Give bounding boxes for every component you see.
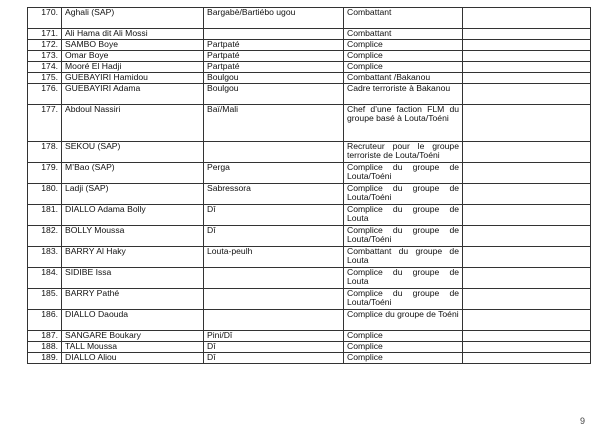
notes-cell <box>463 40 591 51</box>
person-location: Boulgou <box>204 84 344 105</box>
notes-cell <box>463 105 591 142</box>
row-number: 172. <box>28 40 62 51</box>
person-location: Dî <box>204 205 344 226</box>
person-location: Pini/Dî <box>204 331 344 342</box>
person-name: GUEBAYIRI Hamidou <box>62 73 204 84</box>
row-number: 186. <box>28 310 62 331</box>
table-row <box>28 105 591 142</box>
table-row <box>28 29 591 40</box>
table-row <box>28 8 591 29</box>
person-role: Combattant du groupe de Louta <box>344 247 463 268</box>
person-role: Complice du groupe de Louta <box>344 268 463 289</box>
notes-cell <box>463 247 591 268</box>
row-number: 176. <box>28 84 62 105</box>
table-row <box>28 247 591 268</box>
person-name: TALL Moussa <box>62 342 204 353</box>
notes-cell <box>463 73 591 84</box>
row-number: 183. <box>28 247 62 268</box>
row-number: 185. <box>28 289 62 310</box>
person-name: SANGARE Boukary <box>62 331 204 342</box>
notes-cell <box>463 289 591 310</box>
notes-cell <box>463 163 591 184</box>
person-name: Abdoul Nassiri <box>62 105 204 142</box>
person-role: Chef d’une faction FLM du groupe basé à Louta/Toéni <box>344 105 463 142</box>
person-name: SAMBO Boye <box>62 40 204 51</box>
person-name: SIDIBE Issa <box>62 268 204 289</box>
row-number: 189. <box>28 353 62 364</box>
person-location: Sabressora <box>204 184 344 205</box>
row-number: 178. <box>28 142 62 163</box>
table-row <box>28 84 591 105</box>
person-location: Partpaté <box>204 40 344 51</box>
table-row <box>28 310 591 331</box>
table-row <box>28 205 591 226</box>
row-number: 181. <box>28 205 62 226</box>
row-number: 174. <box>28 62 62 73</box>
person-role: Complice <box>344 62 463 73</box>
row-number: 177. <box>28 105 62 142</box>
table-row <box>28 163 591 184</box>
person-location: Baï/Mali <box>204 105 344 142</box>
notes-cell <box>463 62 591 73</box>
table-body <box>28 8 591 364</box>
person-role: Complice <box>344 51 463 62</box>
row-number: 173. <box>28 51 62 62</box>
person-location: Boulgou <box>204 73 344 84</box>
table-row <box>28 40 591 51</box>
person-location: Dî <box>204 226 344 247</box>
person-role: Complice du groupe de Louta <box>344 205 463 226</box>
person-location: Partpaté <box>204 51 344 62</box>
person-role: Combattant <box>344 29 463 40</box>
person-name: DIALLO Adama Bolly <box>62 205 204 226</box>
person-name: DIALLO Aliou <box>62 353 204 364</box>
notes-cell <box>463 184 591 205</box>
page-number: 9 <box>579 416 585 426</box>
person-role: Complice <box>344 331 463 342</box>
notes-cell <box>463 226 591 247</box>
person-location <box>204 268 344 289</box>
person-name: BARRY Pathé <box>62 289 204 310</box>
person-name: Ladji (SAP) <box>62 184 204 205</box>
person-role: Complice du groupe de Toéni <box>344 310 463 331</box>
notes-cell <box>463 353 591 364</box>
person-role: Complice <box>344 40 463 51</box>
row-number: 187. <box>28 331 62 342</box>
table-row <box>28 268 591 289</box>
person-location: Louta-peulh <box>204 247 344 268</box>
table-row <box>28 331 591 342</box>
person-name: M’Bao (SAP) <box>62 163 204 184</box>
person-role: Combattant /Bakanou <box>344 73 463 84</box>
person-name: Omar Boye <box>62 51 204 62</box>
person-location: Dî <box>204 353 344 364</box>
row-number: 188. <box>28 342 62 353</box>
person-location: Dî <box>204 342 344 353</box>
notes-cell <box>463 84 591 105</box>
table-row <box>28 289 591 310</box>
table-row <box>28 142 591 163</box>
notes-cell <box>463 29 591 40</box>
notes-cell <box>463 331 591 342</box>
notes-cell <box>463 142 591 163</box>
notes-cell <box>463 342 591 353</box>
person-location <box>204 142 344 163</box>
person-location: Partpaté <box>204 62 344 73</box>
person-location <box>204 29 344 40</box>
row-number: 182. <box>28 226 62 247</box>
person-name: GUEBAYIRI Adama <box>62 84 204 105</box>
table-row <box>28 73 591 84</box>
table-row <box>28 51 591 62</box>
person-name: BARRY Al Haky <box>62 247 204 268</box>
person-name: BOLLY Moussa <box>62 226 204 247</box>
row-number: 171. <box>28 29 62 40</box>
person-role: Cadre terroriste à Bakanou <box>344 84 463 105</box>
notes-cell <box>463 8 591 29</box>
table-row <box>28 62 591 73</box>
person-name: SEKOU (SAP) <box>62 142 204 163</box>
person-role: Recruteur pour le groupe terroriste de Louta/Toéni <box>344 142 463 163</box>
person-name: DIALLO Daouda <box>62 310 204 331</box>
person-role: Complice <box>344 353 463 364</box>
table-row <box>28 184 591 205</box>
table-row <box>28 342 591 353</box>
person-role: Complice du groupe de Louta/Toéni <box>344 163 463 184</box>
row-number: 175. <box>28 73 62 84</box>
person-role: Combattant <box>344 8 463 29</box>
person-name: Ali Hama dit Ali Mossi <box>62 29 204 40</box>
notes-cell <box>463 205 591 226</box>
row-number: 170. <box>28 8 62 29</box>
person-name: Mooré El Hadji <box>62 62 204 73</box>
person-role: Complice <box>344 342 463 353</box>
table-row <box>28 226 591 247</box>
person-role: Complice du groupe de Louta/Toéni <box>344 289 463 310</box>
notes-cell <box>463 51 591 62</box>
person-role: Complice du groupe de Louta/Toéni <box>344 226 463 247</box>
person-location: Perga <box>204 163 344 184</box>
person-location <box>204 310 344 331</box>
person-location <box>204 289 344 310</box>
people-table <box>27 7 591 364</box>
person-location: Bargabè/Bartiébo ugou <box>204 8 344 29</box>
person-name: Aghali (SAP) <box>62 8 204 29</box>
row-number: 184. <box>28 268 62 289</box>
notes-cell <box>463 268 591 289</box>
person-role: Complice du groupe de Louta/Toéni <box>344 184 463 205</box>
row-number: 180. <box>28 184 62 205</box>
row-number: 179. <box>28 163 62 184</box>
notes-cell <box>463 310 591 331</box>
table-row <box>28 353 591 364</box>
